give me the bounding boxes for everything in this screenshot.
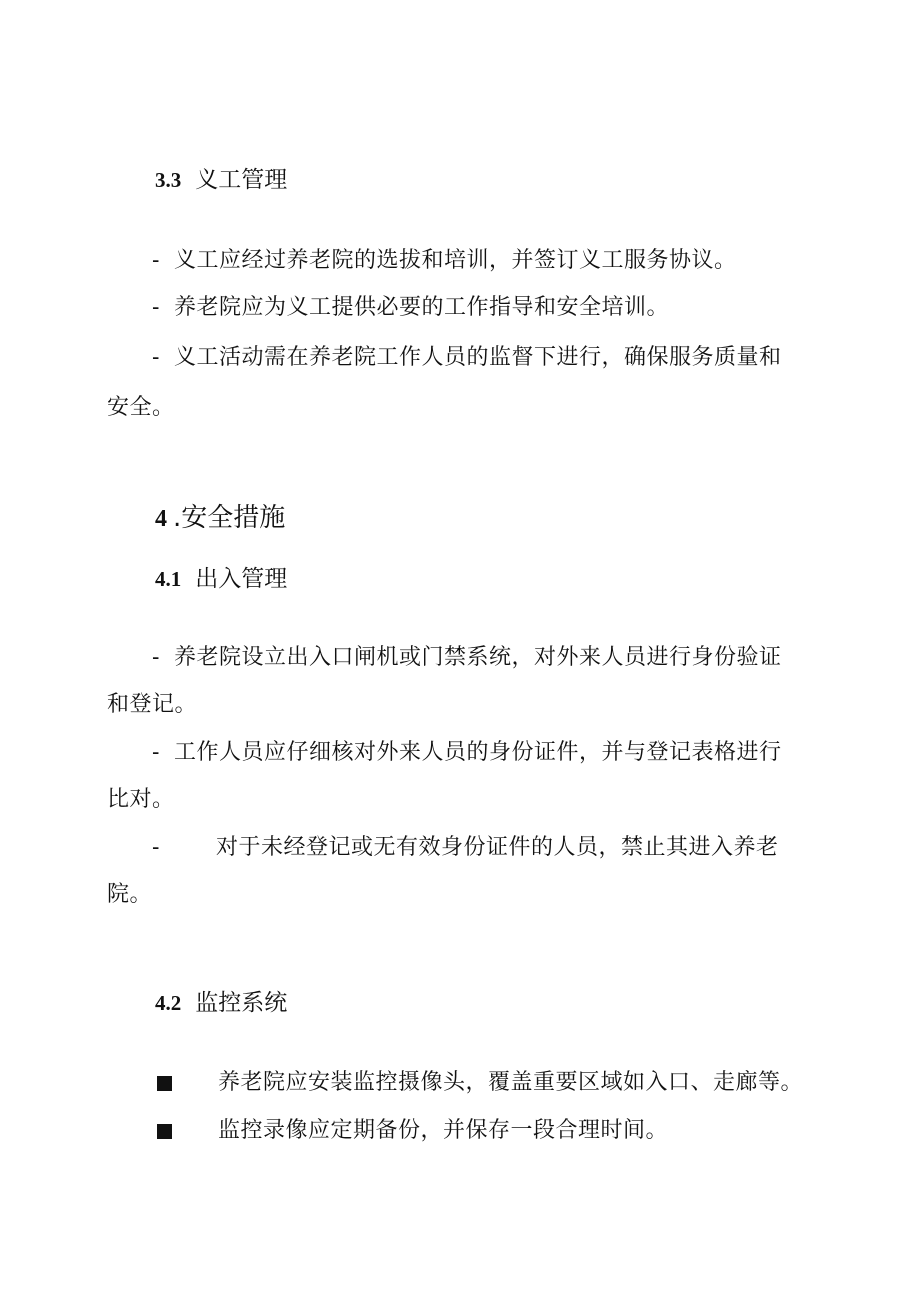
dash-marker: - xyxy=(152,295,160,320)
list-item: - 对于未经登记或无有效身份证件的人员，禁止其进入养老 xyxy=(152,833,779,863)
list-item: - 义工活动需在养老院工作人员的监督下进行，确保服务质量和 xyxy=(152,343,782,373)
square-bullet-icon xyxy=(157,1124,172,1139)
section-heading-3-3 xyxy=(155,165,287,195)
dash-marker: - xyxy=(152,248,160,273)
section-heading-4-2 xyxy=(155,988,287,1018)
section-title: 监控系统 xyxy=(195,990,288,1016)
list-item: - 养老院设立出入口闸机或门禁系统，对外来人员进行身份验证 xyxy=(152,643,782,673)
section-number: 4.2 xyxy=(155,991,182,1015)
section-heading-4-1 xyxy=(155,564,287,594)
dash-marker: - xyxy=(152,740,160,765)
square-bullet-icon xyxy=(157,1076,172,1091)
section-heading-4 xyxy=(155,503,285,534)
dash-marker: - xyxy=(152,645,160,670)
section-title: .安全措施 xyxy=(173,503,286,533)
list-item: 监控录像应定期备份，并保存一段合理时间。 xyxy=(218,1118,669,1143)
list-item-continuation: 安全。 xyxy=(107,395,175,420)
section-title: 出入管理 xyxy=(195,566,288,592)
section-number: 3.3 xyxy=(155,168,182,192)
list-item: - 养老院应为义工提供必要的工作指导和安全培训。 xyxy=(152,293,669,323)
list-item-continuation: 和登记。 xyxy=(107,692,198,717)
dash-marker: - xyxy=(152,835,160,860)
section-number: 4.1 xyxy=(155,567,182,591)
dash-marker: - xyxy=(152,345,160,370)
list-item-continuation: 比对。 xyxy=(107,787,175,812)
list-item-continuation: 院。 xyxy=(107,882,153,907)
list-item: - 工作人员应仔细核对外来人员的身份证件，并与登记表格进行 xyxy=(152,738,782,768)
list-item: - 义工应经过养老院的选拔和培训，并签订义工服务协议。 xyxy=(152,246,737,276)
section-number: 4 xyxy=(155,506,167,532)
section-title: 义工管理 xyxy=(195,167,288,193)
list-item: 养老院应安装监控摄像头，覆盖重要区域如入口、走廊等。 xyxy=(218,1070,804,1095)
